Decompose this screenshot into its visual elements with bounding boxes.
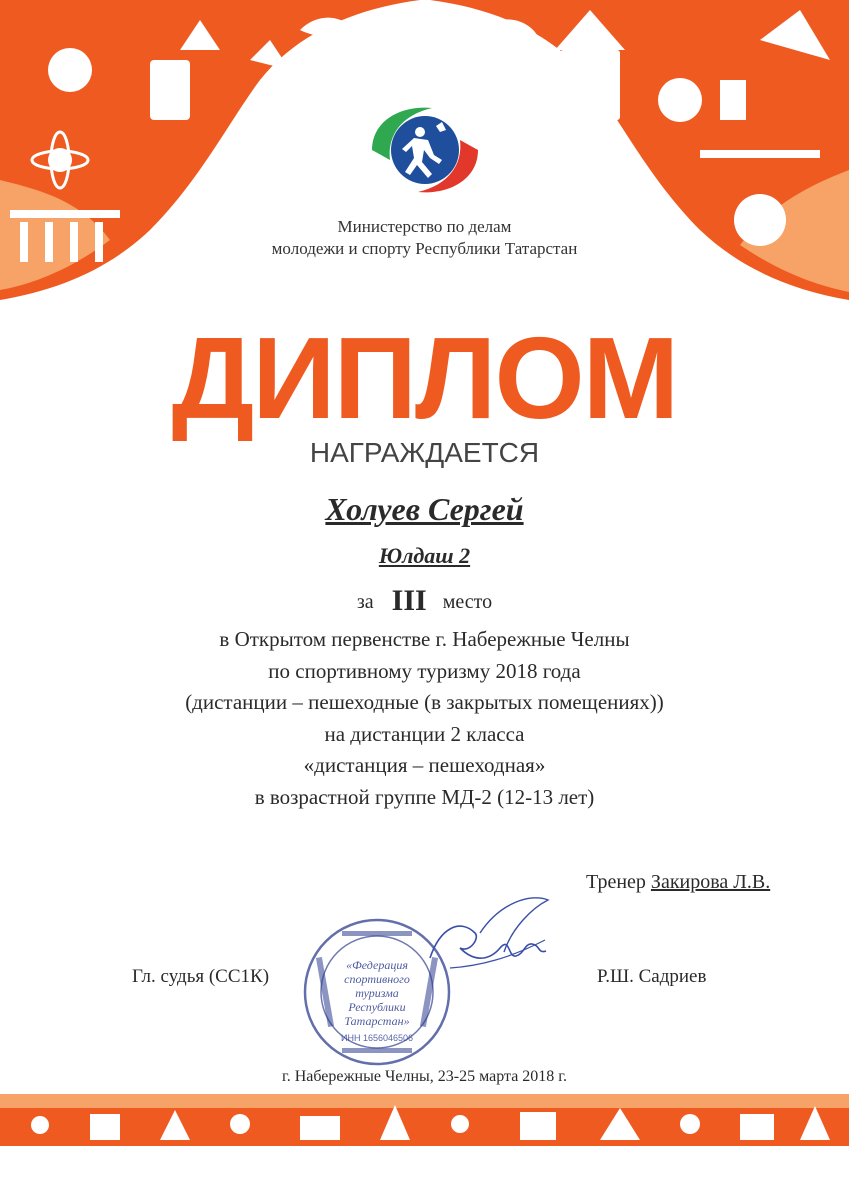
- place-line: [0, 584, 849, 619]
- stamp-line: «Федерация: [346, 958, 408, 972]
- place-prefix: за: [356, 591, 374, 613]
- stamp-inn: ИНН 1656046506: [340, 1033, 414, 1043]
- coach-name: Закирова Л.В.: [650, 871, 771, 893]
- place-number: III: [391, 584, 427, 617]
- stamp-line: спортивного: [344, 972, 410, 986]
- place-suffix: место: [442, 591, 493, 613]
- bottom-ornament: [0, 1080, 849, 1160]
- stamp-line: Татарстан»: [344, 1014, 410, 1028]
- awarded-heading: НАГРАЖДАЕТСЯ: [309, 437, 540, 468]
- stamp-line: туризма: [355, 986, 399, 1000]
- team-name: Юлдаш 2: [378, 543, 471, 568]
- description-line: (дистанции – пешеходные (в закрытых помещениях)): [185, 690, 664, 715]
- recipient-name: Холуев Сергей: [325, 491, 524, 527]
- ministry-line-2: молодежи и спорту Республики Татарстан: [271, 239, 578, 258]
- description-line: на дистанции 2 класса: [324, 721, 525, 746]
- description-line: в возрастной группе МД-2 (12-13 лет): [254, 784, 595, 809]
- chief-judge-name: Р.Ш. Садриев: [597, 966, 707, 987]
- coach-line: [586, 868, 770, 896]
- diploma-title: ДИПЛОМ: [171, 313, 678, 443]
- ministry-name: [0, 216, 849, 260]
- description-line: «дистанция – пешеходная»: [303, 753, 546, 778]
- place-and-date: г. Набережные Челны, 23-25 марта 2018 г.: [281, 1068, 568, 1085]
- stamp-line: Республики: [348, 1000, 406, 1014]
- description-line: по спортивному туризму 2018 года: [268, 658, 581, 683]
- signature: [420, 888, 560, 998]
- award-description: [0, 624, 849, 814]
- description-line: в Открытом первенстве г. Набережные Челны: [219, 627, 630, 651]
- ministry-logo: [362, 100, 488, 200]
- ministry-line-1: Министерство по делам: [337, 217, 512, 236]
- chief-judge-label: Гл. судья (СС1К): [132, 966, 270, 987]
- coach-label: Тренер: [586, 871, 646, 893]
